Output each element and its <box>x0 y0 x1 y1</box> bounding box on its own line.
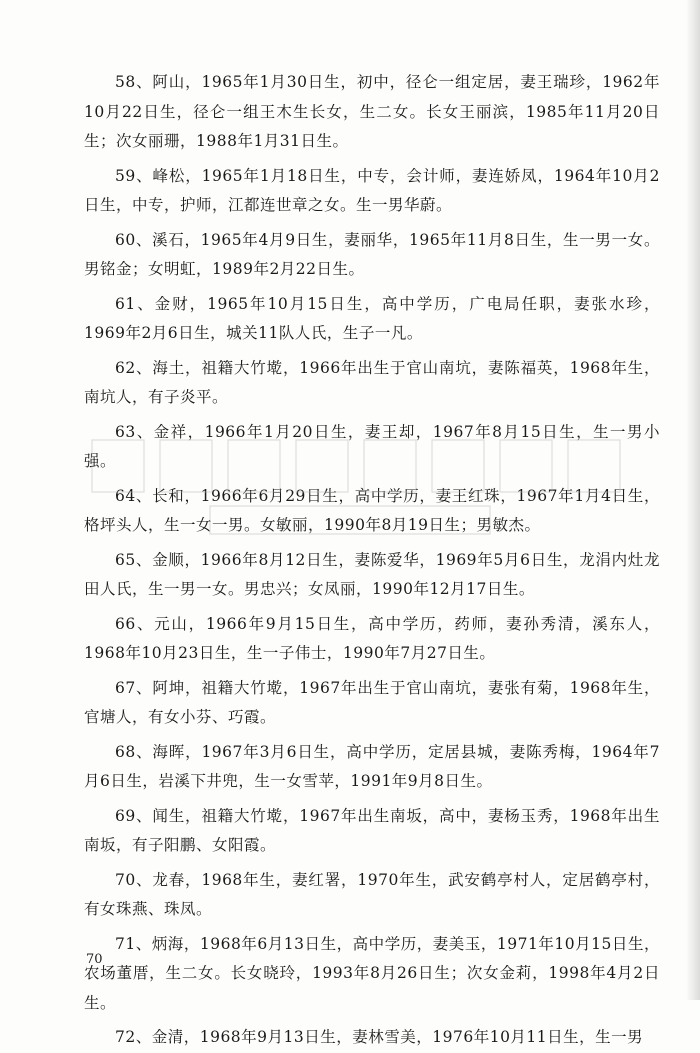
genealogy-entry-63: 63、金祥，1966年1月20日生，妻王却，1967年8月15日生，生一男小强。 <box>84 422 660 470</box>
genealogy-entry-69: 69、闻生，祖籍大竹墘，1967年出生南坂，高中，妻杨玉秀，1968年出生南坂，有子阳鹏、女阳霞。 <box>84 806 660 854</box>
genealogy-entry-58: 58、阿山，1965年1月30日生，初中，径仑一组定居，妻王瑞珍，1962年10月22日生，径仑一组王木生长女，生二女。长女王丽滨，1985年11月20日生；次女丽珊，1988年1月31日生。 <box>84 73 660 150</box>
genealogy-entry-72: 72、金清，1968年9月13日生，妻林雪美，1976年10月11日生，生一男 <box>115 1028 644 1046</box>
genealogy-entry-70: 70、龙春，1968年生，妻红署，1970年生，武安鹤亭村人，定居鹤亭村，有女珠燕、珠凤。 <box>84 870 660 918</box>
genealogy-entry-67: 67、阿坤，祖籍大竹墘，1967年出生于官山南坑，妻张有菊，1968年生，官塘人，有女小芬、巧霞。 <box>84 678 660 726</box>
genealogy-entry-65: 65、金顺，1966年8月12日生，妻陈爱华，1969年5月6日生，龙涓内灶龙田人氏，生一男一女。男忠兴；女凤丽，1990年12月17日生。 <box>84 550 660 598</box>
genealogy-entry-62: 62、海土，祖籍大竹墘，1966年出生于官山南坑，妻陈福英，1968年生，南坑人，有子炎平。 <box>84 358 660 406</box>
genealogy-entry-60: 60、溪石，1965年4月9日生，妻丽华，1965年11月8日生，生一男一女。男铭金；女明虹，1989年2月22日生。 <box>84 230 660 278</box>
genealogy-entry-61: 61、金财，1965年10月15日生，高中学历，广电局任职，妻张水珍，1969年2月6日生，城关11队人氏，生子一凡。 <box>84 294 660 342</box>
genealogy-entry-66: 66、元山，1966年9月15日生，高中学历，药师，妻孙秀清，溪东人，1968年10月23日生，生一子伟士，1990年7月27日生。 <box>84 614 660 662</box>
genealogy-entry-64: 64、长和，1966年6月29日生，高中学历，妻王红珠，1967年1月4日生，格坪头人，生一女一男。女敏丽，1990年8月19日生；男敏杰。 <box>84 486 660 534</box>
genealogy-entry-71: 71、炳海，1968年6月13日生，高中学历，妻美玉，1971年10月15日生，农场董厝，生二女。长女晓玲，1993年8月26日生；次女金莉，1998年4月2日生。 <box>84 934 660 1012</box>
genealogy-entry-68: 68、海晖，1967年3月6日生，高中学历，定居县城，妻陈秀梅，1964年7月6日生，岩溪下井兜，生一女雪苹，1991年9月8日生。 <box>84 742 660 790</box>
page-number: 70 <box>86 952 103 967</box>
genealogy-entry-59: 59、峰松，1965年1月18日生，中专，会计师，妻连娇凤，1964年10月2日生，中专，护师，江都连世章之女。生一男华蔚。 <box>84 166 660 214</box>
